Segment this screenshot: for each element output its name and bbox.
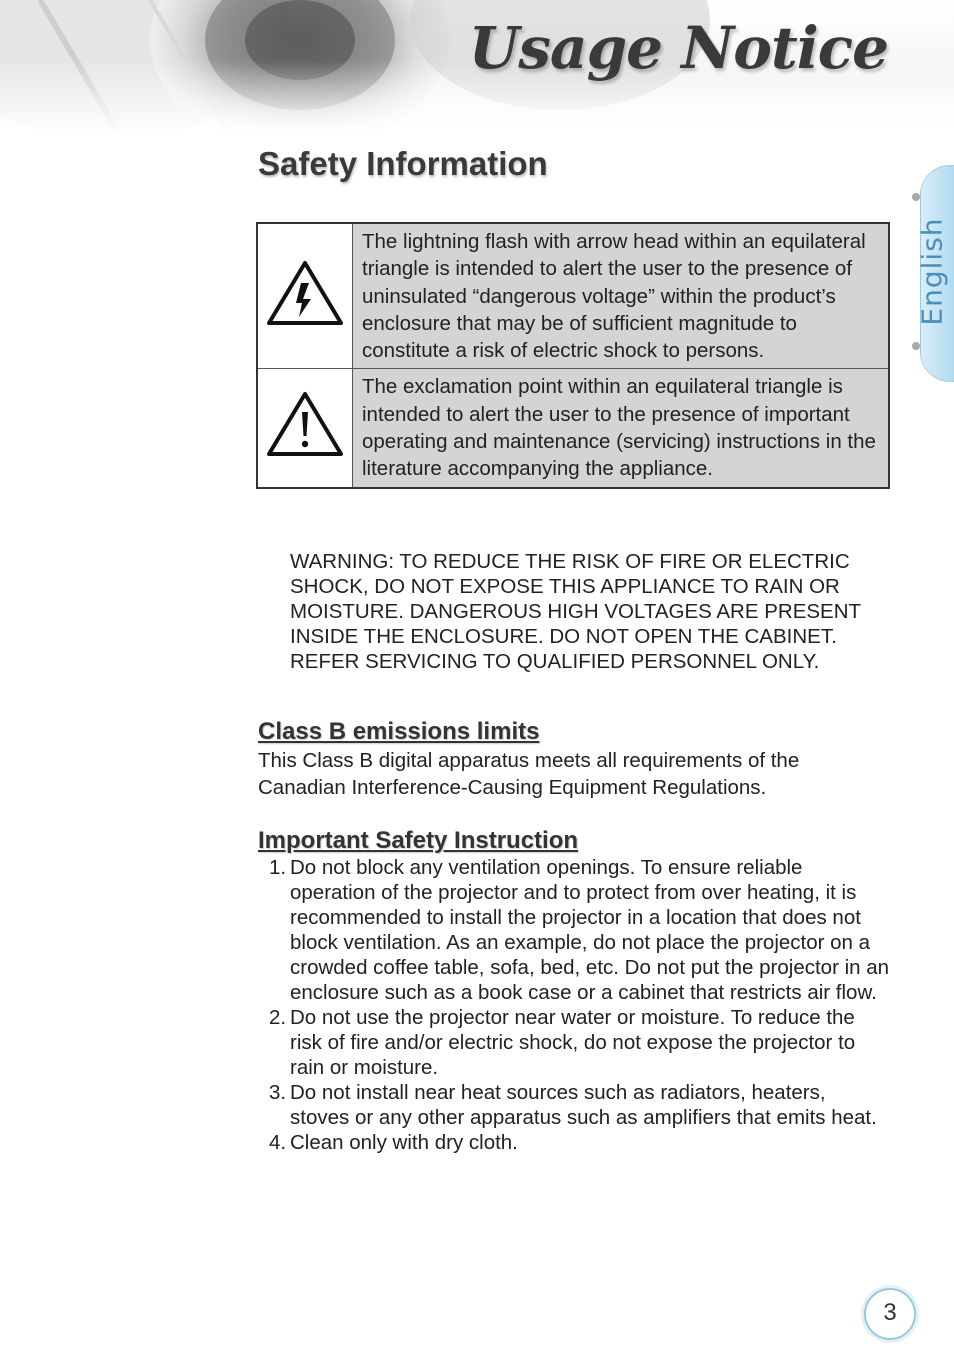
language-label: English	[915, 217, 949, 326]
list-item-number: 3.	[269, 1081, 287, 1104]
symbol-icon-cell	[257, 369, 353, 488]
list-item-text: Do not install near heat sources such as radiators, heaters, stoves or any other apparatus such as amplifiers that emits heat.	[290, 1081, 877, 1129]
symbol-description: The lightning flash with arrow head within an equilateral triangle is intended to alert the user to the presence of uninsulated “dangerous voltage” within the product’s enclosure that may be of sufficient magnitude to constitute a risk of electric shock to persons.	[353, 223, 890, 369]
symbol-table	[256, 222, 890, 489]
header-title: Usage Notice	[468, 14, 888, 82]
language-tab[interactable]	[902, 165, 954, 380]
symbol-description: The exclamation point within an equilateral triangle is intended to alert the user to the presence of important operating and maintenance (servicing) instructions in the literature accompanying the appliance.	[353, 369, 890, 488]
header-banner	[0, 0, 954, 135]
class-b-heading: Class B emissions limits	[258, 718, 540, 745]
symbol-icon-cell	[257, 223, 353, 369]
list-item-number: 1.	[269, 856, 287, 879]
list-item-text: Clean only with dry cloth.	[290, 1131, 518, 1154]
list-item	[258, 1080, 890, 1130]
tab-dot-top-icon	[912, 193, 920, 201]
list-item-number: 2.	[269, 1006, 287, 1029]
lightning-warning-icon	[265, 259, 345, 327]
warning-text: WARNING: TO REDUCE THE RISK OF FIRE OR ELECTRIC SHOCK, DO NOT EXPOSE THIS APPLIANCE TO RAIN OR MOISTURE. DANGEROUS HIGH VOLTAGES ARE PRESENT INSIDE THE ENCLOSURE. DO NOT OPEN THE CABINET. REFER SERVICING TO QUALIFIED PERSONNEL ONLY.	[290, 550, 861, 673]
tab-dot-bottom-icon	[912, 342, 920, 350]
safety-instruction-heading: Important Safety Instruction	[258, 827, 579, 854]
list-item-text: Do not use the projector near water or moisture. To reduce the risk of fire and/or electric shock, do not expose the projector to rain or moisture.	[290, 1006, 856, 1079]
symbol-row	[257, 369, 889, 488]
class-b-text: This Class B digital apparatus meets all requirements of the Canadian Interference-Causing Equipment Regulations.	[258, 749, 800, 799]
exclamation-warning-icon	[265, 390, 345, 458]
list-item	[258, 1130, 890, 1155]
list-item-number: 4.	[269, 1131, 287, 1154]
page-number: 3	[864, 1288, 916, 1340]
safety-instruction-list	[258, 855, 890, 1155]
list-item-text: Do not block any ventilation openings. To ensure reliable operation of the projector and to protect from over heating, it is recommended to install the projector in a location that does not block ventilation. As an example, do not place the projector on a crowded coffee table, sofa, bed, etc. Do not put the projector in an enclosure such as a book case or a cabinet that restricts air flow.	[290, 856, 890, 1004]
list-item	[258, 1005, 890, 1080]
section-title: Safety Information	[258, 145, 548, 182]
symbol-row	[257, 223, 889, 369]
list-item	[258, 855, 890, 1005]
